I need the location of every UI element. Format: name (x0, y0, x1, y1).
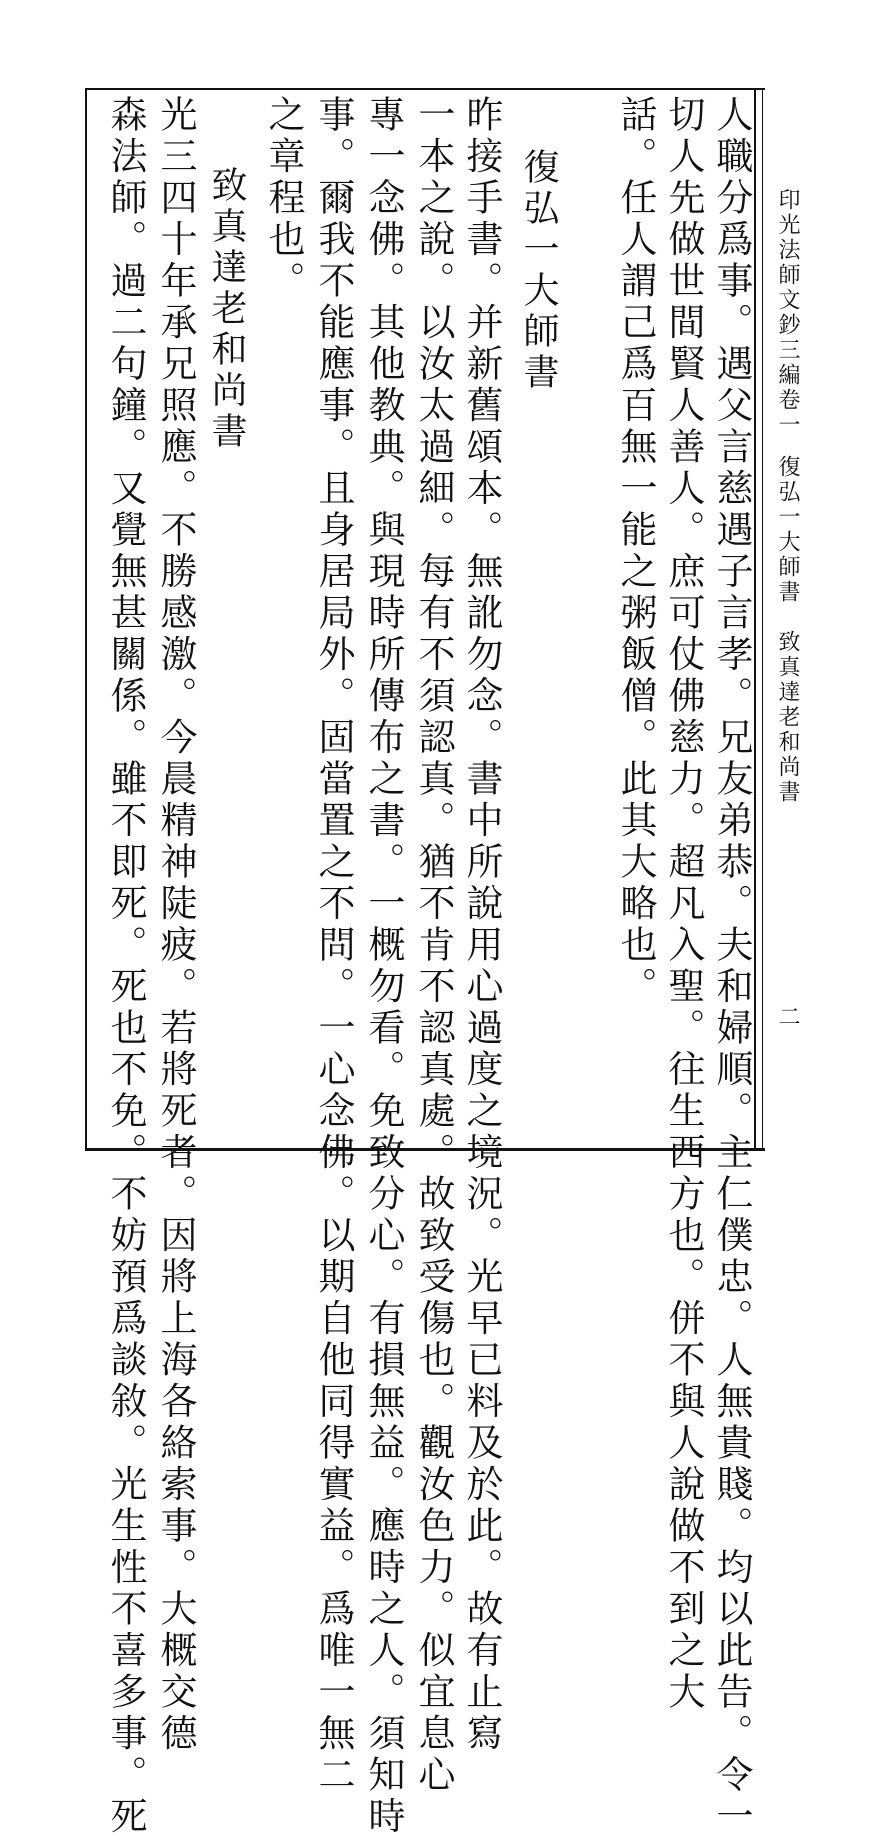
text-column: 話。任人謂己爲百無一能之粥飯僧。此其大略也。 (614, 95, 657, 1008)
text-column: 切人先做世間賢人善人。庶可仗佛慈力。超凡入聖。往生西方也。併不與人說做不到之大 (662, 95, 705, 1714)
text-column: 光三四十年承兄照應。不勝感激。今晨精神陡疲。若將死者。因將上海各絡索事。大概交德 (154, 95, 197, 1755)
text-column: 森法師。過二句鐘。又覺無甚關係。雖不即死。死也不免。不妨預爲談敘。光生性不喜多事。死 (104, 95, 147, 1838)
frame-margin-rule-inner (754, 88, 756, 1150)
text-column: 人職分爲事。遇父言慈遇子言孝。兄友弟恭。夫和婦順。主仁僕忠。人無貴賤。均以此告。令一 (710, 95, 753, 1838)
margin-section-titles: 復弘一大師書 致真達老和尚書 (775, 455, 800, 805)
frame-margin-rule-outer (762, 88, 763, 1150)
letter-title: 復弘一大師書 (518, 148, 559, 394)
frame-top-rule (85, 88, 765, 90)
margin-book-title: 印光法師文鈔三編卷一 (775, 188, 800, 438)
text-column: 一本之說。以汝太過細。每有不須認真。猶不肯不認真處。故致受傷也。觀汝色力。似宜息心 (412, 95, 455, 1797)
letter-title: 致真達老和尚書 (206, 166, 247, 453)
text-column: 昨接手書。并新舊頌本。無訛勿念。書中所說用心過度之境況。光早已料及於此。故有止寫 (460, 95, 503, 1755)
text-column: 之章程也。 (262, 95, 305, 303)
margin-page-number: 二 (775, 1005, 800, 1030)
text-column: 專一念佛。其他教典。與現時所傳布之書。一概勿看。免致分心。有損無益。應時之人。須知時 (362, 95, 405, 1838)
text-column: 事。爾我不能應事。且身居局外。固當置之不問。一心念佛。以期自他同得實益。爲唯一無二 (312, 95, 355, 1797)
frame-left-rule (85, 88, 87, 1150)
